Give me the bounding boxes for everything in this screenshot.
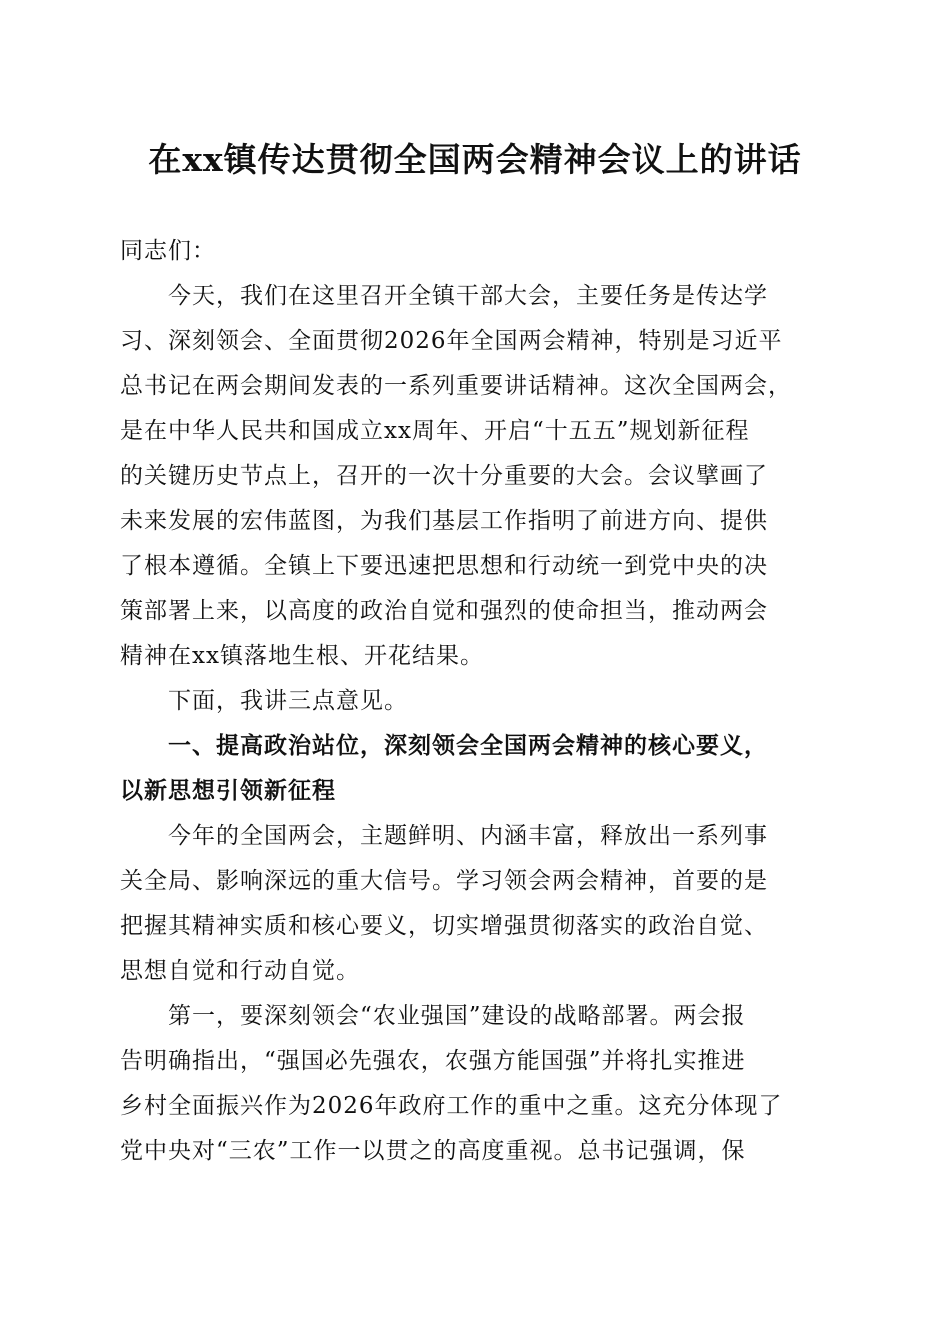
text-line: 是在中华人民共和国成立xx周年、开启“十五五”规划新征程 — [120, 418, 750, 444]
text-line: 未来发展的宏伟蓝图，为我们基层工作指明了前进方向、提供 — [120, 508, 768, 534]
text-line: 把握其精神实质和核心要义，切实增强贯彻落实的政治自觉、 — [120, 913, 768, 939]
text-line: 关全局、影响深远的重大信号。学习领会两会精神，首要的是 — [120, 868, 768, 894]
text-line: 乡村全面振兴作为2026年政府工作的重中之重。这充分体现了 — [120, 1093, 783, 1119]
document-body — [120, 229, 828, 1174]
text-line: 今天，我们在这里召开全镇干部大会，主要任务是传达学 — [168, 283, 768, 309]
text-line: 下面，我讲三点意见。 — [168, 688, 408, 714]
text-line: 思想自觉和行动自觉。 — [120, 958, 360, 984]
text-line: 党中央对“三农”工作一以贯之的高度重视。总书记强调，保 — [120, 1138, 746, 1164]
section-heading-line: 以新思想引领新征程 — [120, 778, 336, 804]
text-line: 精神在xx镇落地生根、开花结果。 — [120, 643, 484, 669]
text-line: 策部署上来，以高度的政治自觉和强烈的使命担当，推动两会 — [120, 598, 768, 624]
text-line: 了根本遵循。全镇上下要迅速把思想和行动统一到党中央的决 — [120, 553, 768, 579]
text-line: 习、深刻领会、全面贯彻2026年全国两会精神，特别是习近平 — [120, 328, 783, 354]
section-heading-line: 一、提高政治站位，深刻领会全国两会精神的核心要义， — [168, 733, 768, 759]
text-line: 同志们： — [120, 238, 216, 264]
text-line: 告明确指出，“强国必先强农，农强方能国强”并将扎实推进 — [120, 1048, 746, 1074]
document-title: 在xx镇传达贯彻全国两会精神会议上的讲话 — [148, 140, 802, 179]
text-line: 第一，要深刻领会“农业强国”建设的战略部署。两会报 — [168, 1003, 746, 1029]
text-line: 今年的全国两会，主题鲜明、内涵丰富，释放出一系列事 — [168, 823, 768, 849]
text-line: 总书记在两会期间发表的一系列重要讲话精神。这次全国两会， — [120, 373, 792, 399]
text-line: 的关键历史节点上，召开的一次十分重要的大会。会议擘画了 — [120, 463, 768, 489]
